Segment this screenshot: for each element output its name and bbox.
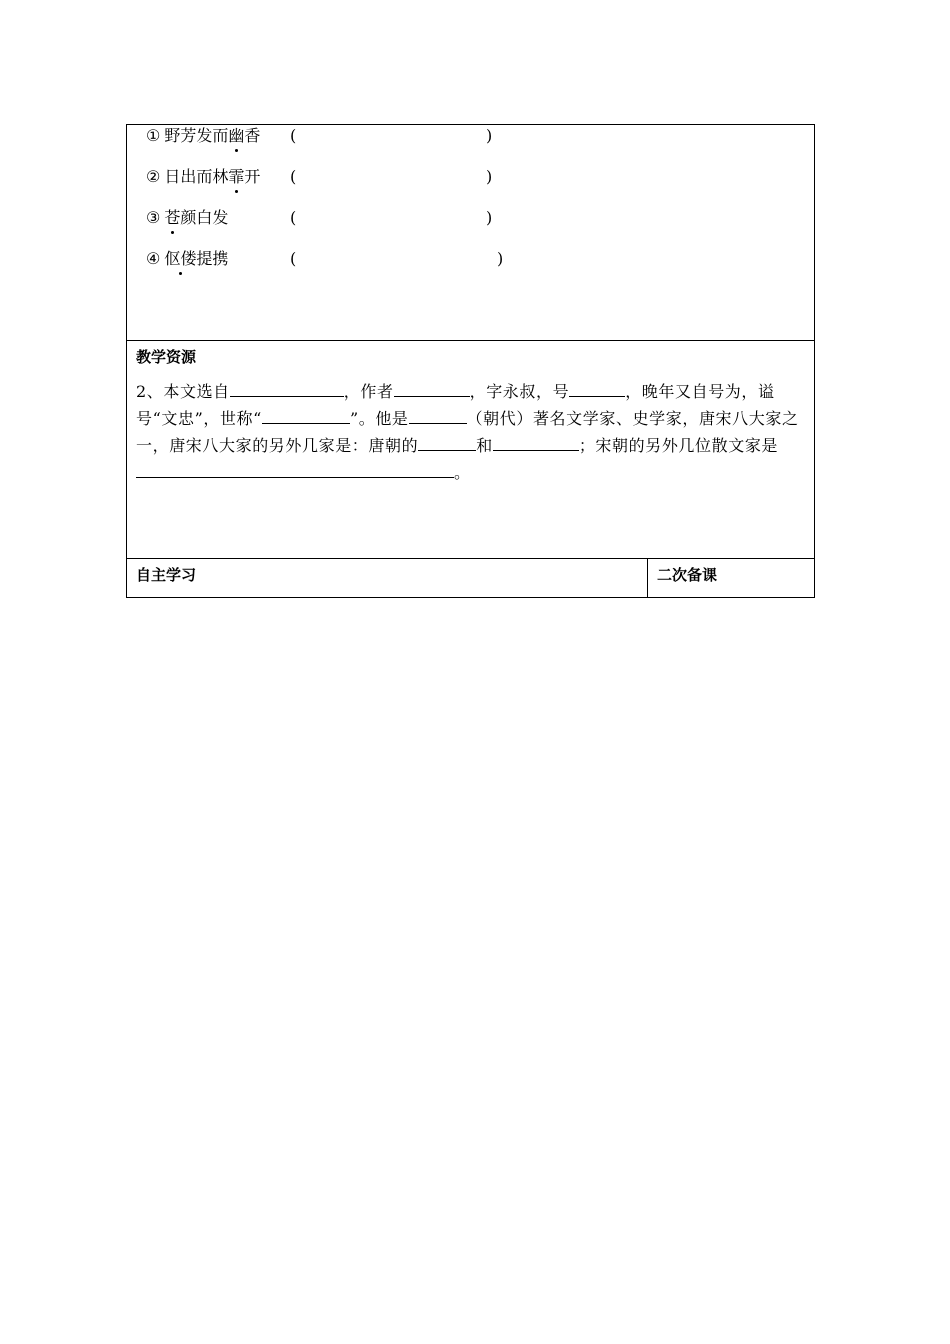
vocab-row [127, 125, 814, 341]
vocab-phrase: 日出而林霏开 [164, 167, 261, 186]
vocab-item-4 [146, 249, 228, 269]
fill-blank-tang-2[interactable] [493, 432, 579, 451]
question-2: 2、本文选自 ，作者 ，字永叔，号 ，晚年又自号为，谥号“文忠”，世称“ ”。他是 （朝代）著名文学家、史学家，唐宋八大家之一，唐宋八大家的另外几家是：唐朝的 和 ；宋朝的另外几位散文家是。 [136, 378, 808, 486]
paren-open: ( [290, 249, 297, 268]
fill-blank-tang-1[interactable] [418, 432, 476, 451]
vocab-phrase: 伛偻提携 [164, 249, 229, 268]
study-row [127, 559, 814, 597]
resources-row [127, 341, 814, 559]
emphasis-dot-char: 霏 [228, 167, 245, 186]
fill-blank-hao[interactable] [569, 378, 625, 397]
vocab-item-3 [146, 208, 228, 228]
lesson-table [126, 124, 815, 598]
paren-open: ( [290, 167, 297, 186]
paren-open: ( [290, 208, 297, 227]
item-number: ① [146, 126, 161, 145]
item-number: ④ [146, 249, 161, 268]
paren-close: ) [486, 126, 493, 145]
fill-blank-author[interactable] [394, 378, 470, 397]
vocab-phrase: 野芳发而幽香 [164, 126, 261, 145]
item-number: ② [146, 167, 161, 186]
paren-open: ( [290, 126, 297, 145]
paren-close: ) [486, 167, 493, 186]
section-title-resources: 教学资源 [136, 348, 197, 366]
fill-blank-song[interactable] [136, 459, 454, 478]
vocab-item-1 [146, 126, 260, 146]
fill-blank-source[interactable] [230, 378, 344, 397]
vocab-item-2 [146, 167, 260, 187]
self-study-label: 自主学习 [136, 566, 197, 584]
self-study-cell [127, 559, 648, 597]
paren-close: ) [497, 249, 504, 268]
fill-blank-dynasty[interactable] [409, 405, 467, 424]
vocab-phrase: 苍颜白发 [164, 208, 229, 227]
item-number: ③ [146, 208, 161, 227]
second-prep-cell [648, 559, 814, 597]
paren-close: ) [486, 208, 493, 227]
emphasis-dot-char: 幽 [228, 126, 245, 145]
emphasis-dot-char: 苍 [164, 208, 181, 227]
emphasis-dot-char: 伛偻 [164, 249, 197, 268]
second-prep-label: 二次备课 [657, 566, 718, 584]
fill-blank-title[interactable] [262, 405, 350, 424]
